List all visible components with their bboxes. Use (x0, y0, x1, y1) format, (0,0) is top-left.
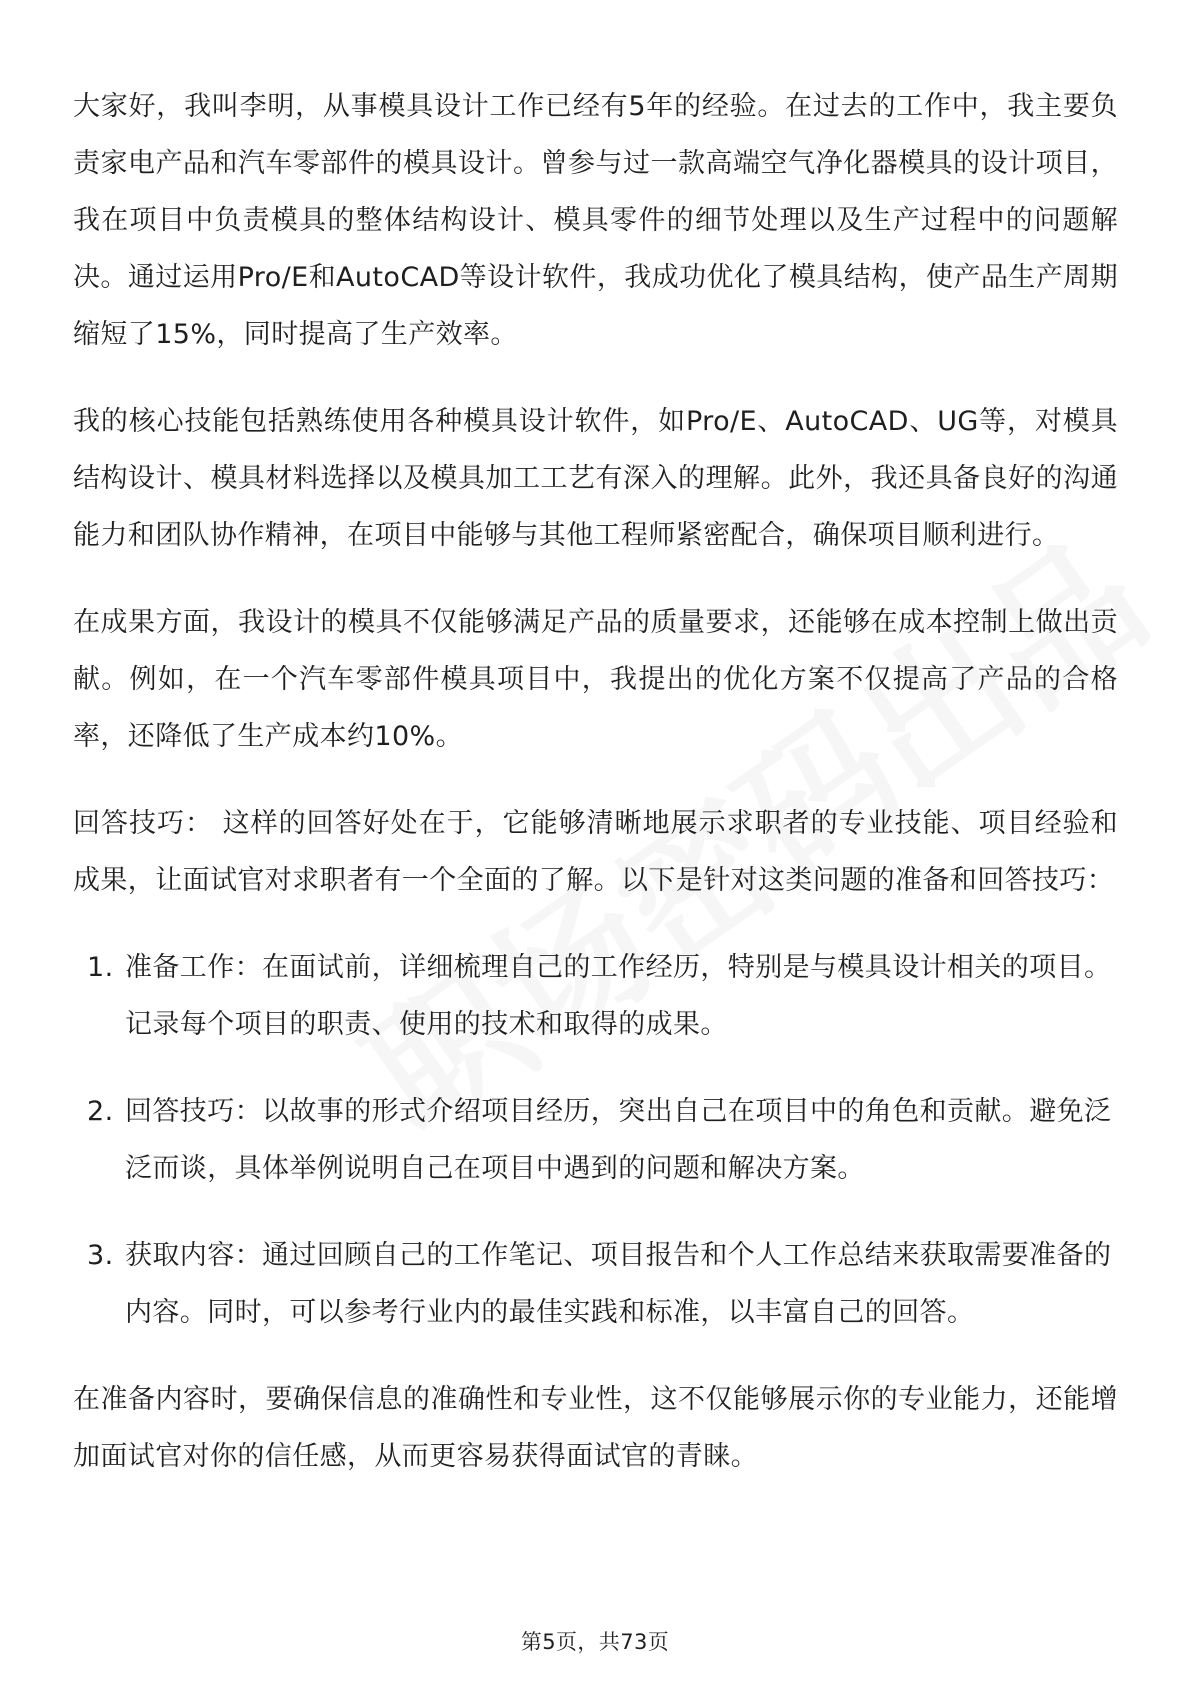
paragraph-answer-tips: 回答技巧： 这样的回答好处在于，它能够清晰地展示求职者的专业技能、项目经验和成果，让面试官对求职者有一个全面的了解。以下是针对这类问题的准备和回答技巧： (73, 808, 1118, 896)
list-item-text: 回答技巧：以故事的形式介绍项目经历，突出自己在项目中的角色和贡献。避免泛泛而谈，具体举例说明自己在项目中遇到的问题和解决方案。 (125, 1096, 1112, 1184)
list-item (73, 1227, 1118, 1341)
paragraph-conclusion: 在准备内容时，要确保信息的准确性和专业性，这不仅能够展示你的专业能力，还能增加面试官对你的信任感，从而更容易获得面试官的青睐。 (73, 1384, 1118, 1472)
list-item (73, 1083, 1118, 1197)
list-item-text: 准备工作：在面试前，详细梳理自己的工作经历，特别是与模具设计相关的项目。记录每个项目的职责、使用的技术和取得的成果。 (125, 952, 1112, 1040)
tips-list (73, 939, 1118, 1341)
list-item-number: 3. (87, 1240, 114, 1271)
paragraph-achievements: 在成果方面，我设计的模具不仅能够满足产品的质量要求，还能够在成本控制上做出贡献。例如，在一个汽车零部件模具项目中，我提出的优化方案不仅提高了产品的合格率，还降低了生产成本约10%。 (73, 607, 1118, 752)
paragraph-skills: 我的核心技能包括熟练使用各种模具设计软件，如Pro/E、AutoCAD、UG等，对模具结构设计、模具材料选择以及模具加工工艺有深入的理解。此外，我还具备良好的沟通能力和团队协作精神，在项目中能够与其他工程师紧密配合，确保项目顺利进行。 (73, 406, 1118, 551)
document-body (73, 78, 1118, 1515)
list-item-number: 2. (87, 1096, 114, 1127)
page-number-footer: 第5页，共73页 (520, 1630, 670, 1654)
list-item-number: 1. (87, 952, 114, 983)
paragraph-intro: 大家好，我叫李明，从事模具设计工作已经有5年的经验。在过去的工作中，我主要负责家电产品和汽车零部件的模具设计。曾参与过一款高端空气净化器模具的设计项目，我在项目中负责模具的整体结构设计、模具零件的细节处理以及生产过程中的问题解决。通过运用Pro/E和AutoCAD等设计软件，我成功优化了模具结构，使产品生产周期缩短了15%，同时提高了生产效率。 (73, 91, 1118, 350)
list-item-text: 获取内容：通过回顾自己的工作笔记、项目报告和个人工作总结来获取需要准备的内容。同时，可以参考行业内的最佳实践和标准，以丰富自己的回答。 (125, 1240, 1112, 1328)
list-item (73, 939, 1118, 1053)
